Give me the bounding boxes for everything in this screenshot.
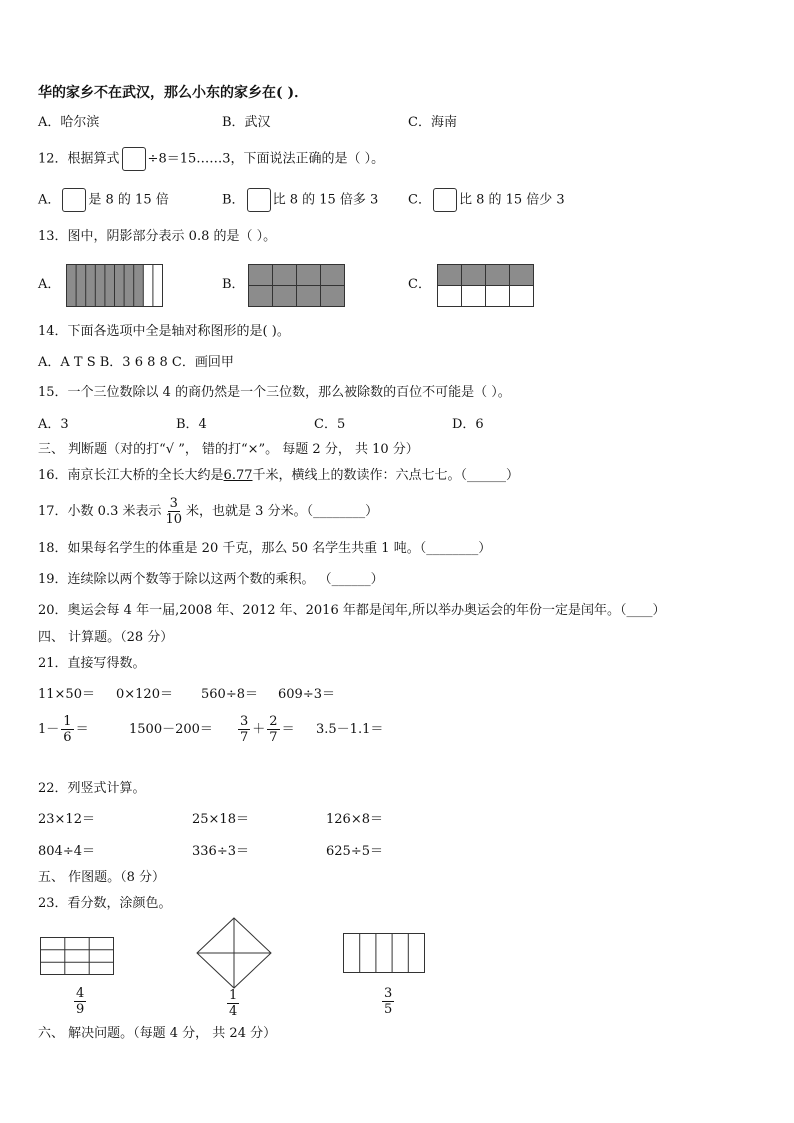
- q15-question: 15．一个三位数除以 4 的商仍然是一个三位数，那么被除数的百位不可能是（ ）。: [38, 385, 511, 400]
- q16-text-pre: 16．南京长江大桥的全长大约是: [38, 468, 224, 483]
- q23-question: 23．看分数，涂颜色。: [38, 896, 172, 911]
- q23-figure-grid-3x3: [40, 937, 116, 977]
- q13-question: 13．图中，阴影部分表示 0.8 的是（ ）。: [38, 229, 277, 244]
- q15-option-d: D．6: [452, 417, 484, 432]
- q21-item-7-fraction-2: [267, 714, 279, 745]
- section-4-heading: 四、 计算题。（28 分）: [38, 630, 174, 645]
- q12-text-post: ÷8＝15……3，下面说法正确的是（ ）。: [147, 151, 385, 167]
- q21-item-3: 560÷8＝: [201, 687, 258, 702]
- q12-option-a: [38, 188, 169, 212]
- q17-text-pre: 17．小数 0.3 米表示: [38, 504, 162, 519]
- q23-figure-strips-5: [343, 933, 427, 975]
- q17-question: [38, 496, 378, 527]
- q21-item-5-pre: 1－: [38, 722, 60, 737]
- q13-figure-a: [66, 264, 166, 308]
- q22-question: 22．列竖式计算。: [38, 781, 146, 796]
- q13-option-b-label: B．: [222, 277, 245, 292]
- q23-fraction-1-denominator: 9: [76, 1002, 85, 1017]
- q12-option-a-box: [62, 188, 86, 212]
- q12-option-c-letter: C．: [408, 192, 431, 208]
- q21-item-7-denominator-2: 7: [269, 730, 278, 745]
- q15-option-b: B．4: [176, 417, 207, 432]
- q21-item-7: [236, 714, 295, 746]
- q14-options: A．A T S B．3 6 8 8 C．画回甲: [38, 355, 234, 370]
- q23-figure-diamond: [196, 917, 272, 989]
- q22-item-1: 23×12＝: [38, 812, 95, 827]
- q21-item-5-denominator: 6: [63, 730, 72, 745]
- section-6-heading: 六、 解决问题。（每题 4 分， 共 24 分）: [38, 1026, 277, 1041]
- q22-item-2: 25×18＝: [192, 812, 249, 827]
- q12-option-b-text: 比 8 的 15 倍多 3: [272, 192, 379, 208]
- q23-fraction-1-body: [74, 986, 86, 1017]
- q12-option-a-letter: A．: [38, 192, 61, 208]
- q23-fraction-3: [380, 986, 396, 1017]
- q17-fraction-numerator: 3: [169, 496, 178, 511]
- q23-fraction-2-body: [227, 988, 239, 1019]
- q22-item-3: 126×8＝: [326, 812, 383, 827]
- q21-item-5: [38, 714, 89, 746]
- section-5-heading: 五、 作图题。（8 分）: [38, 870, 166, 885]
- q17-text-post: 米，也就是 3 分米。（________）: [186, 504, 379, 519]
- q23-fraction-3-numerator: 3: [384, 986, 393, 1001]
- q21-item-1: 11×50＝: [38, 687, 95, 702]
- q16-underlined-number: 6.77: [223, 468, 253, 483]
- q16-text-post: 千米，横线上的数读作：六点七七。（______）: [252, 468, 520, 483]
- q12-text-pre: 12．根据算式: [38, 151, 120, 167]
- q23-fraction-2-denominator: 4: [229, 1004, 238, 1019]
- q12-option-c: [408, 188, 565, 212]
- q21-item-5-numerator: 1: [63, 714, 72, 729]
- q12-option-c-box: [433, 188, 457, 212]
- q19-question: 19．连续除以两个数等于除以这两个数的乘积。 （______）: [38, 572, 384, 587]
- q12-blank-box: [122, 147, 146, 171]
- q17-fraction: [163, 496, 184, 527]
- q21-item-7-fraction-1: [238, 714, 250, 745]
- q15-option-a: A．3: [38, 417, 69, 432]
- q21-item-7-plus: ＋: [252, 722, 266, 737]
- q23-fraction-2-numerator: 1: [229, 988, 238, 1003]
- q13-option-a-label: A．: [38, 277, 61, 292]
- q21-item-7-numerator-2: 2: [269, 714, 278, 729]
- q14-question: 14．下面各选项中全是轴对称图形的是( )。: [38, 324, 290, 339]
- q11-continuation: 华的家乡不在武汉，那么小东的家乡在( )．: [38, 85, 309, 101]
- q12-option-b: [222, 188, 378, 212]
- q22-item-6: 625÷5＝: [326, 844, 383, 859]
- q21-item-7-post: ＝: [281, 722, 295, 737]
- q15-option-c: C．5: [314, 417, 346, 432]
- q21-question: 21．直接写得数。: [38, 656, 146, 671]
- q12-option-a-text: 是 8 的 15 倍: [88, 192, 169, 208]
- q11-option-b: B．武汉: [222, 115, 271, 130]
- q12-option-c-text: 比 8 的 15 倍少 3: [458, 192, 565, 208]
- q23-fraction-3-denominator: 5: [384, 1002, 393, 1017]
- q22-item-4: 804÷4＝: [38, 844, 95, 859]
- q16-question: [38, 467, 519, 485]
- q11-option-c: C．海南: [408, 115, 457, 130]
- q21-item-5-post: ＝: [75, 722, 89, 737]
- q21-item-7-denominator-1: 7: [240, 730, 249, 745]
- q12-option-b-box: [247, 188, 271, 212]
- q13-figure-c: [437, 264, 537, 308]
- q21-item-8: 3.5－1.1＝: [316, 722, 384, 737]
- q21-item-7-numerator-1: 3: [240, 714, 249, 729]
- q21-item-5-fraction: [61, 714, 73, 745]
- q23-fraction-1-numerator: 4: [76, 986, 85, 1001]
- q12-option-b-letter: B．: [222, 192, 245, 208]
- q12-question: [38, 147, 384, 171]
- q21-item-4: 609÷3＝: [278, 687, 335, 702]
- q20-question: 20．奥运会每 4 年一届,2008 年、2012 年、2016 年都是闰年,所以举办奥运会的年份一定是闰年。（____）: [38, 603, 666, 618]
- q23-fraction-3-body: [382, 986, 394, 1017]
- q13-figure-b: [248, 264, 348, 308]
- q23-fraction-1: [72, 986, 88, 1017]
- q21-item-2: 0×120＝: [116, 687, 173, 702]
- q22-item-5: 336÷3＝: [192, 844, 249, 859]
- q18-question: 18．如果每名学生的体重是 20 千克，那么 50 名学生共重 1 吨。（________）: [38, 541, 492, 556]
- q11-option-a: A．哈尔滨: [38, 115, 100, 130]
- q23-fraction-2: [225, 988, 241, 1019]
- q13-option-c-label: C．: [408, 277, 431, 292]
- q17-fraction-denominator: 10: [165, 512, 183, 527]
- section-3-heading: 三、 判断题（对的打“√ ”， 错的打“×”。 每题 2 分， 共 10 分）: [38, 442, 419, 457]
- q21-item-6: 1500－200＝: [129, 722, 213, 737]
